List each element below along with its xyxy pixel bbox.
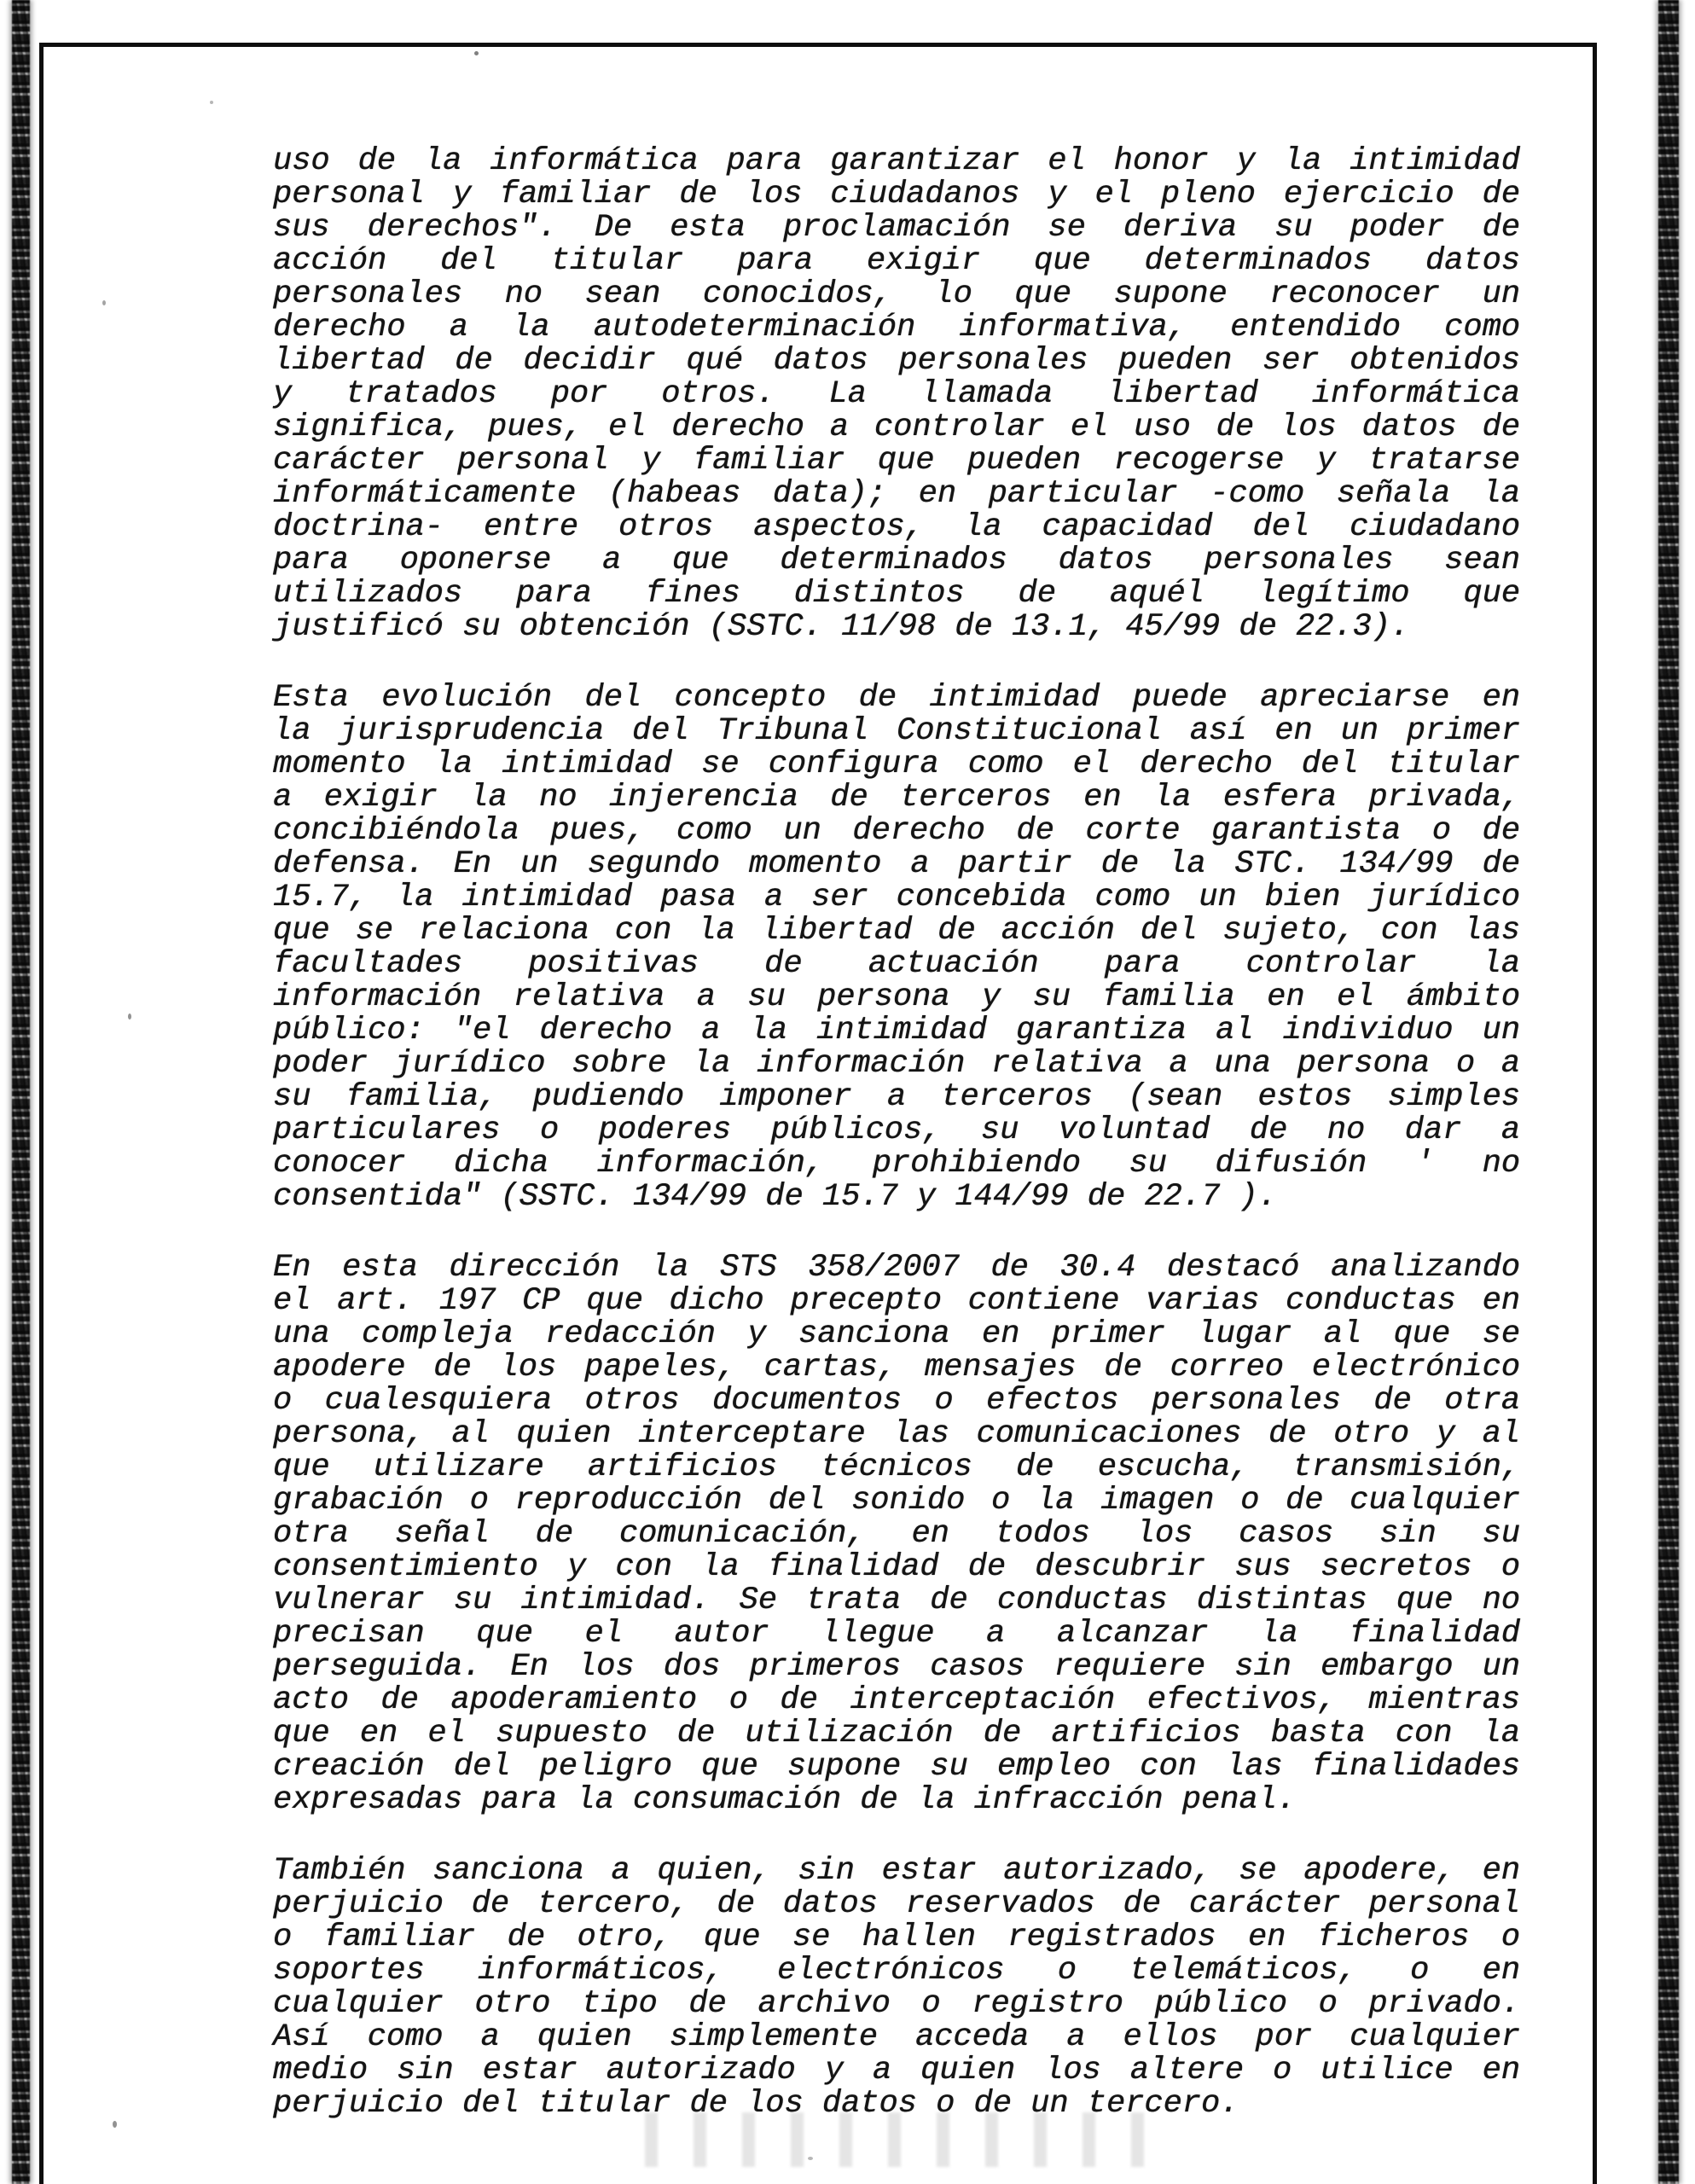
- text-line: En esta dirección la STS 358/2007 de 30.4 destacó analizando: [273, 1250, 1520, 1286]
- text-line: su familia, pudiendo imponer a terceros (sean estos simples: [273, 1079, 1520, 1115]
- text-line: otra señal de comunicación, en todos los casos sin su: [273, 1516, 1520, 1552]
- scan-speck: [113, 2121, 117, 2128]
- text-line: a exigir la no injerencia de terceros en la esfera privada,: [273, 780, 1520, 816]
- text-line: el art. 197 CP que dicho precepto contiene varias conductas en: [273, 1283, 1520, 1319]
- text-line: grabación o reproducción del sonido o la imagen o de cualquier: [273, 1483, 1520, 1519]
- text-line: consentida" (SSTC. 134/99 de 15.7 y 144/99 de 22.7 ).: [273, 1179, 1277, 1215]
- text-line: público: "el derecho a la intimidad garantiza al individuo un: [273, 1013, 1520, 1048]
- text-line: soportes informáticos, electrónicos o telemáticos, o en: [273, 1953, 1520, 1989]
- text-line: que utilizare artificios técnicos de escucha, transmisión,: [273, 1449, 1520, 1485]
- text-line: poder jurídico sobre la información relativa a una persona o a: [273, 1046, 1520, 1082]
- text-line: cualquier otro tipo de archivo o registro público o privado.: [273, 1986, 1520, 2022]
- paragraph: [273, 1855, 1520, 2121]
- text-line: momento la intimidad se configura como el derecho del titular: [273, 746, 1520, 782]
- text-line: información relativa a su persona y su familia en el ámbito: [273, 979, 1520, 1015]
- text-line: justificó su obtención (SSTC. 11/98 de 13.1, 45/99 de 22.3).: [273, 609, 1410, 645]
- text-line: la jurisprudencia del Tribunal Constitucional así en un primer: [273, 713, 1520, 749]
- text-line: doctrina- entre otros aspectos, la capacidad del ciudadano: [273, 509, 1520, 545]
- bleed-through-ghost-bars: [645, 2112, 1157, 2167]
- text-line: 15.7, la intimidad pasa a ser concebida como un bien jurídico: [273, 880, 1520, 915]
- text-line: sus derechos". De esta proclamación se deriva su poder de: [273, 210, 1520, 246]
- text-line: derecho a la autodeterminación informativa, entendido como: [273, 310, 1520, 346]
- text-line: para oponerse a que determinados datos personales sean: [273, 543, 1520, 578]
- text-line: precisan que el autor llegue a alcanzar la finalidad: [273, 1616, 1520, 1652]
- scan-speck: [808, 2157, 813, 2160]
- text-line: concibiéndola pues, como un derecho de corte garantista o de: [273, 813, 1520, 849]
- scan-speck: [474, 51, 479, 55]
- text-line: que se relaciona con la libertad de acción del sujeto, con las: [273, 913, 1520, 949]
- text-line: También sanciona a quien, sin estar autorizado, se apodere, en: [273, 1853, 1520, 1889]
- paragraph: [273, 145, 1520, 644]
- text-line: informáticamente (habeas data); en particular -como señala la: [273, 476, 1520, 512]
- text-line: acción del titular para exigir que determinados datos: [273, 243, 1520, 279]
- scan-speck: [210, 101, 213, 104]
- text-line: carácter personal y familiar que pueden recogerse y tratarse: [273, 443, 1520, 479]
- text-line: apodere de los papeles, cartas, mensajes de correo electrónico: [273, 1350, 1520, 1385]
- paragraph: [273, 682, 1520, 1214]
- text-line: acto de apoderamiento o de interceptación efectivos, mientras: [273, 1682, 1520, 1718]
- text-line: una compleja redacción y sanciona en primer lugar al que se: [273, 1316, 1520, 1352]
- text-line: libertad de decidir qué datos personales pueden ser obtenidos: [273, 343, 1520, 379]
- text-line: perseguida. En los dos primeros casos requiere sin embargo un: [273, 1649, 1520, 1685]
- text-line: particulares o poderes públicos, su voluntad de no dar a: [273, 1112, 1520, 1148]
- text-line: uso de la informática para garantizar el honor y la intimidad: [273, 143, 1520, 179]
- text-line: significa, pues, el derecho a controlar el uso de los datos de: [273, 410, 1520, 445]
- text-line: conocer dicha información, prohibiendo su difusión ' no: [273, 1146, 1520, 1182]
- scan-edge-band-right-core: [1658, 0, 1679, 2184]
- text-line: utilizados para fines distintos de aquél legítimo que: [273, 576, 1520, 612]
- text-line: que en el supuesto de utilización de artificios basta con la: [273, 1716, 1520, 1751]
- scan-speck: [102, 300, 106, 305]
- paragraph: [273, 1252, 1520, 1817]
- text-line: consentimiento y con la finalidad de descubrir sus secretos o: [273, 1549, 1520, 1585]
- text-line: persona, al quien interceptare las comunicaciones de otro y al: [273, 1416, 1520, 1452]
- text-line: Así como a quien simplemente acceda a ellos por cualquier: [273, 2019, 1520, 2055]
- text-line: personal y familiar de los ciudadanos y el pleno ejercicio de: [273, 177, 1520, 212]
- text-line: expresadas para la consumación de la infracción penal.: [273, 1782, 1296, 1818]
- document-text-block: [273, 145, 1520, 2121]
- text-line: creación del peligro que supone su empleo con las finalidades: [273, 1749, 1520, 1785]
- text-line: y tratados por otros. La llamada libertad informática: [273, 376, 1520, 412]
- text-line: defensa. En un segundo momento a partir de la STC. 134/99 de: [273, 846, 1520, 882]
- text-line: o familiar de otro, que se hallen registrados en ficheros o: [273, 1920, 1520, 1955]
- text-line: vulnerar su intimidad. Se trata de conductas distintas que no: [273, 1583, 1520, 1618]
- scan-edge-band-right: [1658, 0, 1679, 2184]
- text-line: Esta evolución del concepto de intimidad puede apreciarse en: [273, 680, 1520, 716]
- text-line: facultades positivas de actuación para controlar la: [273, 946, 1520, 982]
- text-line: o cualesquiera otros documentos o efectos personales de otra: [273, 1383, 1520, 1419]
- text-line: perjuicio de tercero, de datos reservados de carácter personal: [273, 1886, 1520, 1922]
- scan-edge-band-left-core: [12, 0, 30, 2184]
- scan-speck: [128, 1014, 131, 1019]
- text-line: personales no sean conocidos, lo que supone reconocer un: [273, 276, 1520, 312]
- text-line: medio sin estar autorizado y a quien los altere o utilice en: [273, 2053, 1520, 2088]
- text-line: perjuicio del titular de los datos o de un tercero.: [273, 2086, 1239, 2122]
- scan-edge-band-left: [12, 0, 30, 2184]
